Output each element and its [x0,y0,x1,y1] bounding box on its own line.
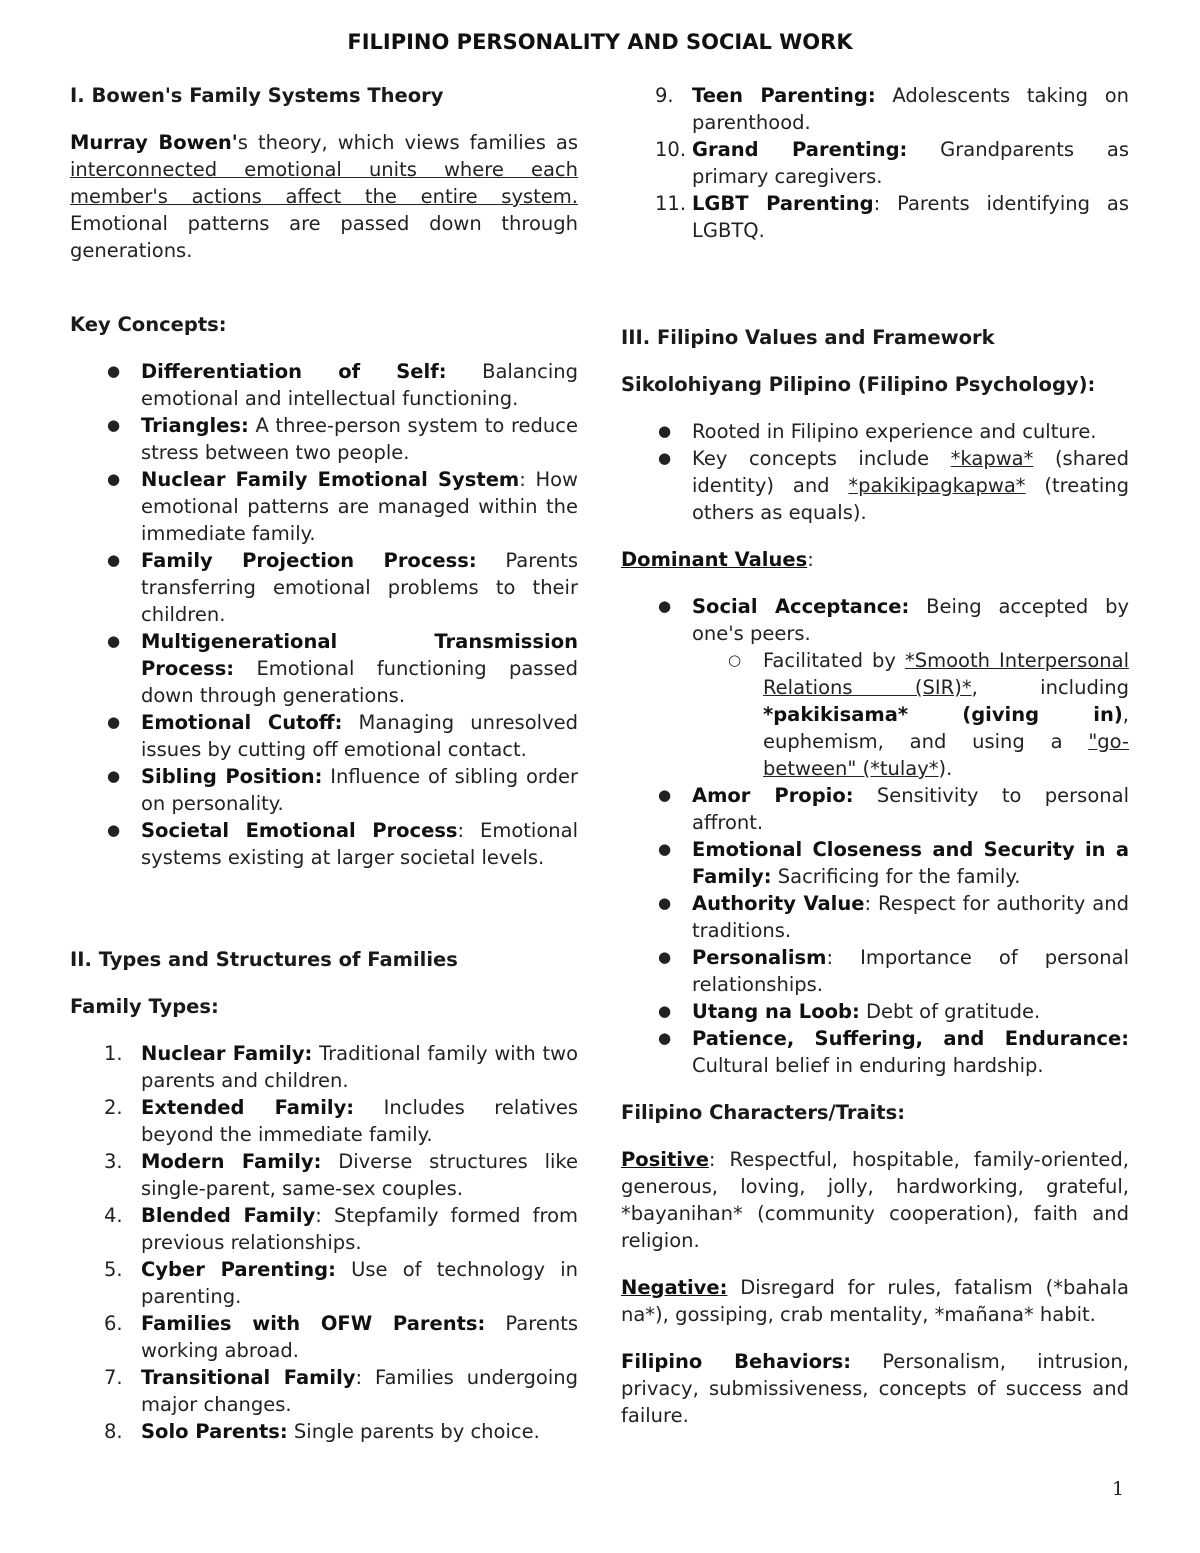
sub-list [692,647,1129,782]
list-item [621,890,1129,944]
type-desc: Parents working abroad. [141,1312,578,1362]
list-item [70,1310,578,1364]
concept-term: Triangles: [141,414,249,437]
bowen-intro-paragraph [70,129,578,264]
pakikisama-term: *pakikisama* (giving in) [763,703,1123,726]
negative-label: Negative: [621,1276,728,1299]
type-term: Families with OFW Parents: [141,1312,486,1335]
item-number: 10. [655,138,687,161]
type-desc: Diverse structures like single-parent, same-sex couples. [141,1150,578,1200]
list-item [70,466,578,547]
concept-desc: : Emotional systems existing at larger societal levels. [141,819,578,869]
type-term: Cyber Parenting: [141,1258,336,1281]
type-desc: Use of technology in parenting. [141,1258,578,1308]
item-number: 4. [104,1204,123,1227]
value-term: Social Acceptance: [692,595,910,618]
item-number: 5. [104,1258,123,1281]
concept-desc: Managing unresolved issues by cutting off emotional contact. [141,711,578,761]
list-item [70,628,578,709]
pakikipagkapwa-term: *pakikipagkapwa* [848,474,1026,497]
kapwa-term: *kapwa* [950,447,1034,470]
list-item [621,445,1129,526]
page-number: 1 [1112,1478,1125,1500]
value-term: Utang na Loob: [692,1000,860,1023]
concept-term: Multigenerational Transmission Process: [141,630,578,680]
concept-term: Societal Emotional Process [141,819,458,842]
type-term: Teen Parenting: [692,84,876,107]
type-term: Grand Parenting: [692,138,908,161]
dominant-values-label: Dominant Values [621,548,808,571]
type-desc: Adolescents taking on parenthood. [692,84,1129,134]
list-item [70,1094,578,1148]
bowen-name: Murray Bowen' [70,131,238,154]
list-item [70,1148,578,1202]
key-concepts-list [70,358,578,871]
sir-term: *Smooth Interpersonal Relations (SIR)* [763,649,1129,699]
concept-desc: Parents transferring emotional problems to their children. [141,549,578,626]
type-desc: : Stepfamily formed from previous relationships. [141,1204,578,1254]
list-item [621,1025,1129,1079]
sir-text: , euphemism, and using a [763,703,1129,753]
go-between-term: "go-between" (*tulay* [763,730,1129,780]
key-concepts-heading: Key Concepts: [70,313,227,336]
item-number: 3. [104,1150,123,1173]
positive-label: Positive [621,1148,709,1171]
list-item [621,944,1129,998]
value-desc: Cultural belief in enduring hardship. [692,1054,1044,1077]
value-desc: Debt of gratitude. [859,1000,1041,1023]
behaviors-label: Filipino Behaviors: [621,1350,852,1373]
value-desc: Sensitivity to personal affront. [692,784,1129,834]
type-term: Extended Family: [141,1096,355,1119]
sir-text: Facilitated by [763,649,905,672]
positive-text: : Respectful, hospitable, family-oriented, generous, loving, jolly, hardworking, grateful, *bayanihan* (community cooperation), faith and religion. [621,1148,1129,1252]
list-item [70,709,578,763]
concept-desc: A three-person system to reduce stress between two people. [141,414,578,464]
negative-text: Disregard for rules, fatalism (*bahala na*), gossiping, crab mentality, *mañana* habit. [621,1276,1129,1326]
dominant-colon: : [807,548,814,571]
document-title: FILIPINO PERSONALITY AND SOCIAL WORK [347,30,853,54]
concept-term: Differentiation of Self: [141,360,447,383]
list-item [621,82,1129,136]
value-term: Emotional Closeness and Security in a Family: [692,838,1129,888]
positive-traits [621,1146,1129,1254]
dominant-values-heading [621,546,1129,573]
section-heading-values: III. Filipino Values and Framework [621,326,995,349]
item-number: 7. [104,1366,123,1389]
list-item [621,998,1129,1025]
list-item [70,358,578,412]
concept-term: Sibling Position: [141,765,323,788]
sikolohiya-heading: Sikolohiyang Pilipino (Filipino Psychology): [621,373,1096,396]
bowen-definition: interconnected emotional units where each member's actions affect the entire system. [70,158,578,208]
filipino-behaviors [621,1348,1129,1429]
value-term: Personalism [692,946,827,969]
type-term: Modern Family: [141,1150,322,1173]
item-number: 2. [104,1096,123,1119]
list-item [70,1040,578,1094]
type-desc: Includes relatives beyond the immediate family. [141,1096,578,1146]
list-item [621,190,1129,244]
concept-term: Nuclear Family Emotional System [141,468,520,491]
sir-text: , including [971,676,1129,699]
sik-text: (shared identity) and [692,447,1129,497]
list-item [70,1202,578,1256]
concept-desc: Emotional functioning passed down through generations. [141,657,578,707]
right-column [621,82,1129,1429]
item-number: 9. [655,84,674,107]
family-types-list [70,1040,578,1445]
list-item [621,782,1129,836]
list-item [621,836,1129,890]
concept-term: Emotional Cutoff: [141,711,343,734]
list-item [621,136,1129,190]
list-item [70,817,578,871]
type-desc: Grandparents as primary caregivers. [692,138,1129,188]
type-desc: : Parents identifying as LGBTQ. [692,192,1129,242]
list-item [70,1364,578,1418]
sik-text: Rooted in Filipino experience and culture. [692,420,1097,443]
sik-text: (treating others as equals). [692,474,1129,524]
item-number: 6. [104,1312,123,1335]
sikolohiya-list [621,418,1129,526]
value-term: Patience, Suffering, and Endurance: [692,1027,1129,1050]
item-number: 8. [104,1420,123,1443]
value-desc: Sacrificing for the family. [771,865,1021,888]
type-term: LGBT Parenting [692,192,874,215]
type-term: Nuclear Family: [141,1042,313,1065]
concept-desc: Influence of sibling order on personality. [141,765,578,815]
section-heading-families: II. Types and Structures of Families [70,948,458,971]
family-types-heading: Family Types: [70,995,219,1018]
traits-heading: Filipino Characters/Traits: [621,1101,906,1124]
bowen-intro-text: s theory, which views families as [237,131,578,154]
value-term: Amor Propio: [692,784,854,807]
left-column [70,82,578,1445]
type-desc: Traditional family with two parents and children. [141,1042,578,1092]
type-term: Solo Parents: [141,1420,288,1443]
list-item [70,412,578,466]
type-desc: : Families undergoing major changes. [141,1366,578,1416]
concept-desc: : How emotional patterns are managed within the immediate family. [141,468,578,545]
type-term: Blended Family [141,1204,316,1227]
value-desc: Being accepted by one's peers. [692,595,1129,645]
item-number: 1. [104,1042,123,1065]
type-desc: Single parents by choice. [287,1420,540,1443]
sir-text: ). [938,757,953,780]
negative-traits [621,1274,1129,1328]
value-desc: : Importance of personal relationships. [692,946,1129,996]
sub-list-item [692,647,1129,782]
family-types-list-continued [621,82,1129,244]
concept-desc: Balancing emotional and intellectual functioning. [141,360,578,410]
section-heading-bowen: I. Bowen's Family Systems Theory [70,84,444,107]
list-item [70,763,578,817]
list-item [621,418,1129,445]
value-term: Authority Value [692,892,865,915]
list-item [70,547,578,628]
dominant-values-list [621,593,1129,1079]
item-number: 11. [655,192,687,215]
behaviors-text: Personalism, intrusion, privacy, submissiveness, concepts of success and failure. [621,1350,1129,1427]
list-item [70,1256,578,1310]
bowen-intro-text-2: Emotional patterns are passed down through generations. [70,212,578,262]
value-desc: : Respect for authority and traditions. [692,892,1129,942]
type-term: Transitional Family [141,1366,356,1389]
concept-term: Family Projection Process: [141,549,477,572]
sik-text: Key concepts include [692,447,951,470]
list-item [621,593,1129,782]
list-item [70,1418,578,1445]
